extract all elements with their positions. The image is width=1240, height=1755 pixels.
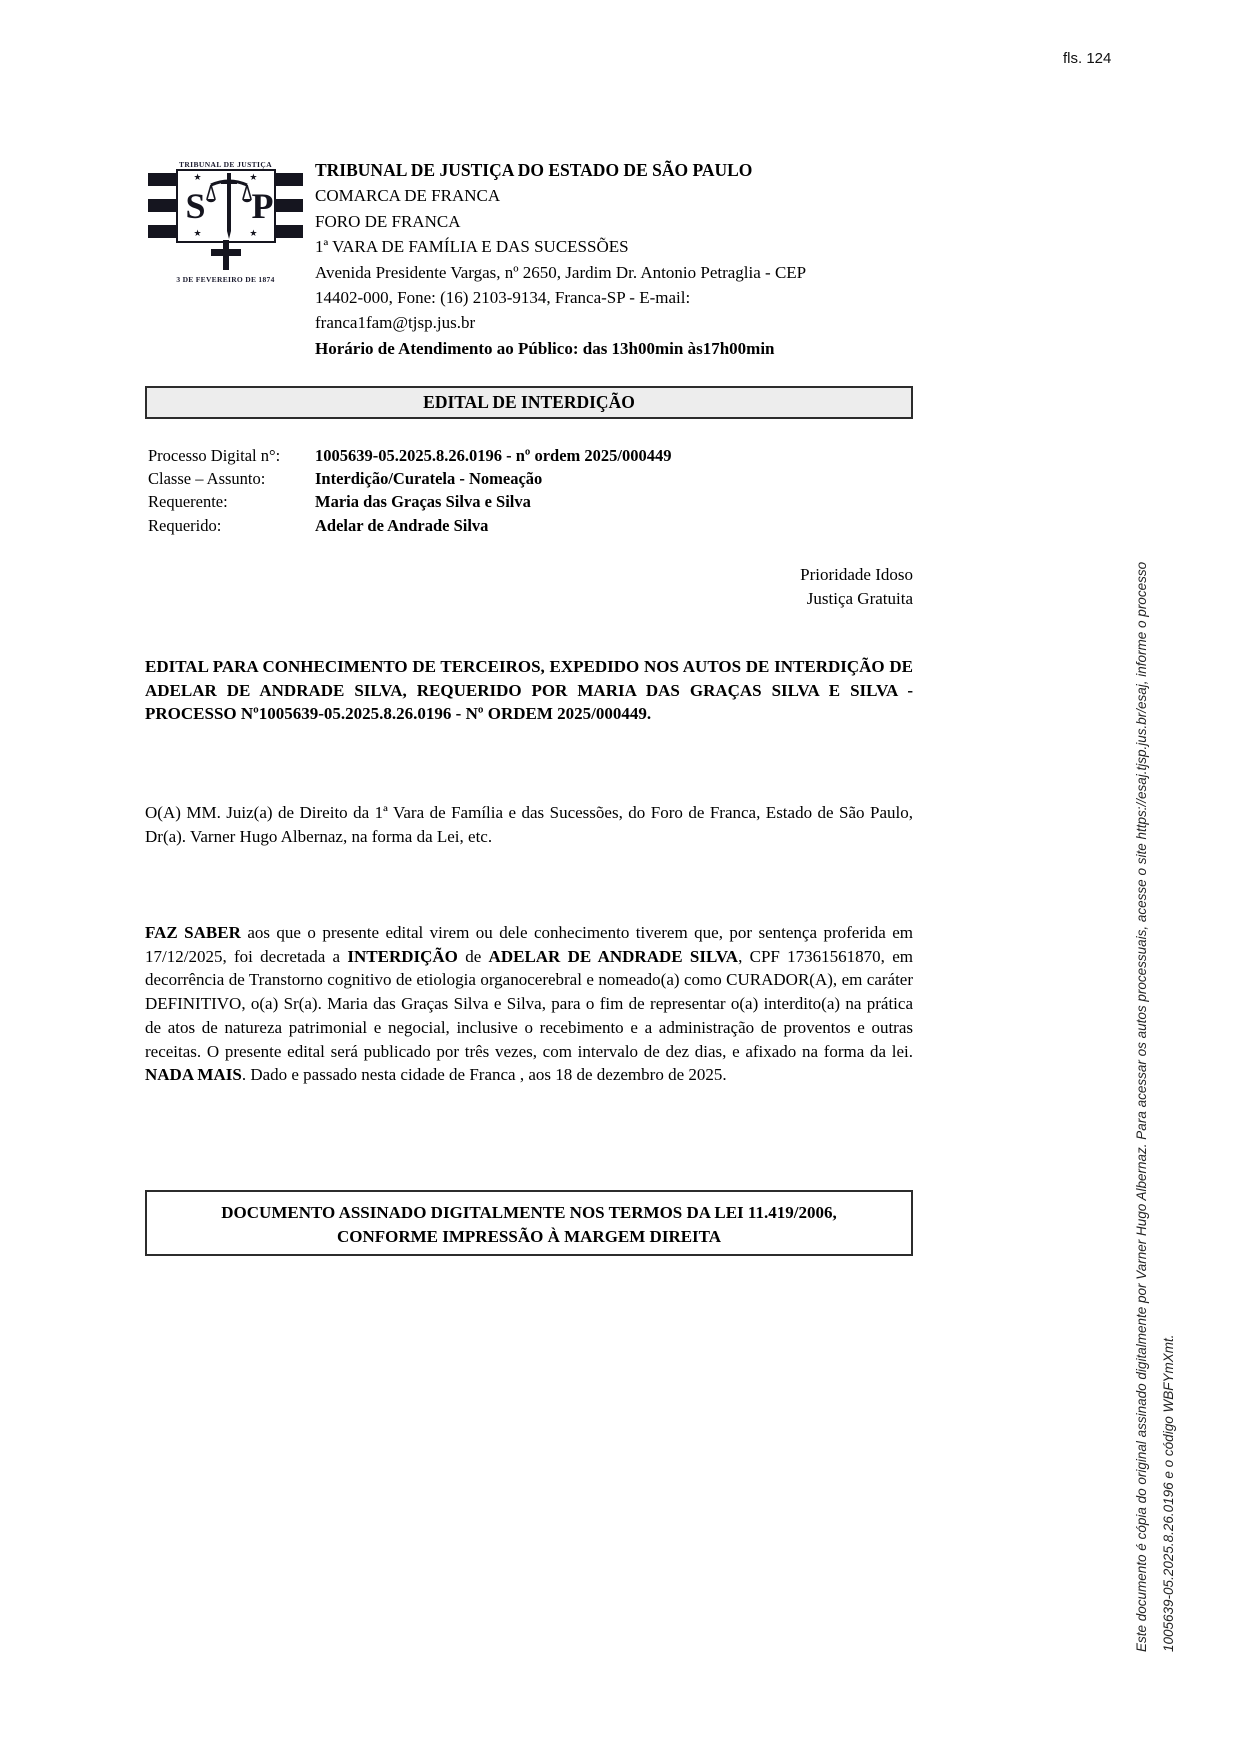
folio-number: fls. 124 bbox=[1063, 50, 1112, 67]
edital-heading-paragraph: EDITAL PARA CONHECIMENTO DE TERCEIROS, EXPEDIDO NOS AUTOS DE INTERDIÇÃO DE ADELAR DE ANDRADE SILVA, REQUERIDO POR MARIA DAS GRAÇAS SILVA E SILVA - PROCESSO Nº1005639-05.2025.8.26.0196 - Nº ORDEM 2025/000449. bbox=[145, 657, 913, 724]
case-label: Processo Digital n°: bbox=[148, 446, 281, 465]
table-row bbox=[148, 446, 913, 469]
de-connector: de bbox=[457, 946, 489, 966]
address-line-1: Avenida Presidente Vargas, nº 2650, Jardim Dr. Antonio Petraglia - CEP bbox=[315, 262, 807, 282]
margin-note-line-2: 1005639-05.2025.8.26.0196 e o código WBFYmXmt. bbox=[1161, 1334, 1176, 1652]
logo-founding-date: 3 DE FEVEREIRO DE 1874 bbox=[176, 275, 275, 284]
edital-title-bar: EDITAL DE INTERDIÇÃO bbox=[145, 386, 913, 419]
case-value: Interdição/Curatela - Nomeação bbox=[315, 469, 543, 489]
tjsp-coat-of-arms-icon bbox=[148, 160, 303, 282]
logo-letter-p: P bbox=[251, 186, 274, 226]
case-badges bbox=[145, 563, 913, 610]
nada-mais-term: NADA MAIS bbox=[145, 1065, 242, 1085]
faz-saber-part2: , CPF 17361561870, em decorrência de Transtorno cognitivo de etiologia organocerebral e nomeado(a) como CURADOR(A), em caráter DEFINITIVO, o(a) Sr(a). Maria das Graças Silva e Silva, para o fim de representar o(a) interdito(a) na prática de atos de natureza patrimonial e negocial, inclusive o recebimento e a administração de proventos e outras receitas. O presente edital será publicado por três vezes, com intervalo de dez dias, e afixado na forma da lei. bbox=[145, 946, 913, 1061]
case-label: Classe – Assunto: bbox=[148, 469, 266, 489]
star-icon: ★ bbox=[249, 172, 258, 182]
table-row bbox=[148, 492, 913, 515]
margin-note-line-1: Este documento é cópia do original assinado digitalmente por Varner Hugo Albernaz. Para acessar os autos processuais, acesse o site https://esaj.tjsp.jus.br/esaj, informe o processo bbox=[1134, 561, 1149, 1652]
letterhead bbox=[145, 158, 915, 361]
foro-line: FORO DE FRANCA bbox=[315, 211, 461, 231]
free-justice-badge: Justiça Gratuita bbox=[806, 588, 913, 608]
star-icon: ★ bbox=[193, 228, 202, 238]
judge-paragraph: O(A) MM. Juiz(a) de Direito da 1ª Vara de Família e das Sucessões, do Foro de Franca, Estado de São Paulo, Dr(a). Varner Hugo Albernaz, na forma da Lei, etc. bbox=[145, 803, 913, 846]
case-label: Requerido: bbox=[148, 515, 222, 535]
table-row bbox=[148, 469, 913, 492]
table-row bbox=[148, 516, 913, 539]
logo-letter-s: S bbox=[185, 186, 206, 226]
case-value: 1005639-05.2025.8.26.0196 - nº ordem 2025/000449 bbox=[315, 446, 672, 465]
case-label: Requerente: bbox=[148, 492, 228, 512]
signature-line-1: DOCUMENTO ASSINADO DIGITALMENTE NOS TERMOS DA LEI 11.419/2006, bbox=[221, 1203, 837, 1222]
digital-signature-margin-note bbox=[1128, 290, 1182, 1652]
court-identification bbox=[315, 158, 915, 361]
scales-of-justice-icon bbox=[206, 173, 252, 239]
star-icon: ★ bbox=[249, 228, 258, 238]
logo-top-caption: TRIBUNAL DE JUSTIÇA bbox=[178, 160, 273, 169]
case-info-table bbox=[148, 446, 913, 539]
logo-shield bbox=[176, 169, 276, 243]
court-email: franca1fam@tjsp.jus.br bbox=[315, 313, 476, 333]
faz-saber-paragraph bbox=[145, 921, 913, 1087]
vara-line: 1ª VARA DE FAMÍLIA E DAS SUCESSÕES bbox=[315, 237, 629, 257]
service-hours: Horário de Atendimento ao Público: das 13h00min às17h00min bbox=[315, 338, 775, 358]
address-line-2: 14402-000, Fone: (16) 2103-9134, Franca-SP - E-mail: bbox=[315, 288, 691, 308]
case-value: Maria das Graças Silva e Silva bbox=[315, 492, 531, 512]
court-name: TRIBUNAL DE JUSTIÇA DO ESTADO DE SÃO PAULO bbox=[315, 160, 753, 180]
faz-saber-part3: . Dado e passado nesta cidade de Franca , aos 18 de dezembro de 2025. bbox=[241, 1065, 727, 1085]
faz-saber-lead: FAZ SABER bbox=[145, 923, 241, 942]
signature-line-2: CONFORME IMPRESSÃO À MARGEM DIREITA bbox=[336, 1227, 722, 1246]
case-value: Adelar de Andrade Silva bbox=[315, 515, 489, 535]
faz-saber-part1: aos que o presente edital virem ou dele conhecimento tiverem que, por sentença proferida em 17/12/2025, foi decretada a bbox=[145, 923, 913, 966]
priority-badge: Prioridade Idoso bbox=[800, 565, 913, 584]
comarca-line: COMARCA DE FRANCA bbox=[315, 186, 501, 206]
interdicted-name: ADELAR DE ANDRADE SILVA bbox=[488, 946, 739, 966]
digital-signature-box bbox=[145, 1190, 913, 1256]
star-icon: ★ bbox=[193, 172, 202, 182]
sword-guard-icon bbox=[211, 249, 241, 256]
interdicao-term: INTERDIÇÃO bbox=[347, 946, 458, 966]
